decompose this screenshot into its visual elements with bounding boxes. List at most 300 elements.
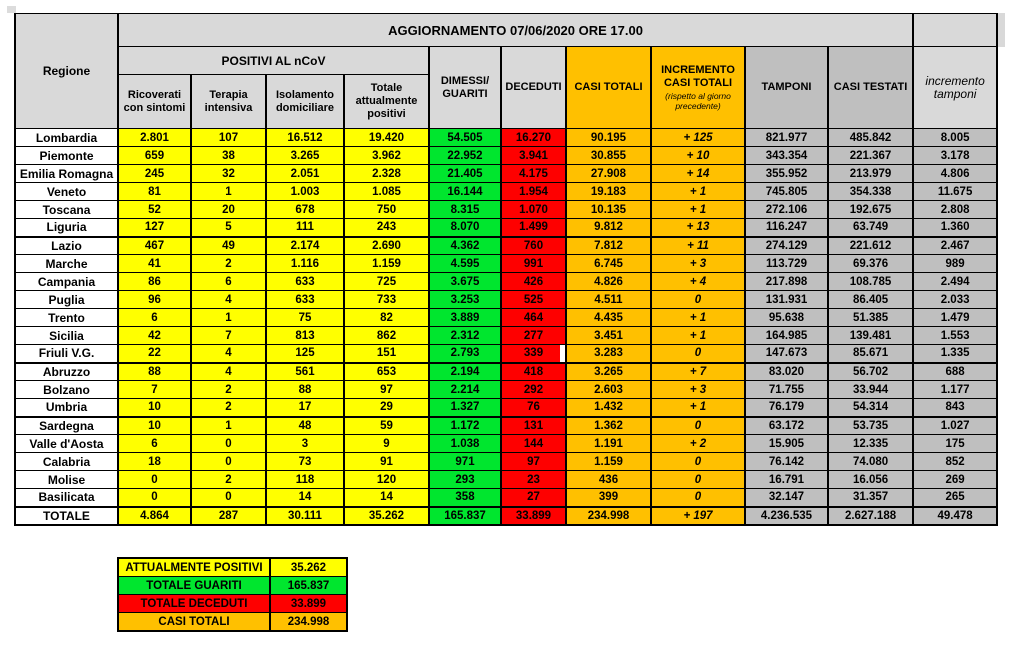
incremento-tamponi-cell: 8.005 xyxy=(913,129,997,147)
casi-totali-cell: 7.812 xyxy=(566,237,651,255)
table-row xyxy=(15,309,997,327)
table-row xyxy=(15,435,997,453)
column-group-positivi: POSITIVI AL nCoV xyxy=(118,47,429,75)
tamponi-cell: 116.247 xyxy=(745,219,828,237)
ricoverati-cell: 81 xyxy=(118,183,191,201)
casi-totali-cell: 3.283 xyxy=(566,345,651,363)
region-cell: Basilicata xyxy=(15,489,118,507)
deceduti-cell: 76 xyxy=(501,399,566,417)
deceduti-cell: 464 xyxy=(501,309,566,327)
region-cell: Emilia Romagna xyxy=(15,165,118,183)
dimessi-guariti-cell: 293 xyxy=(429,471,501,489)
tamponi-cell: 76.142 xyxy=(745,453,828,471)
dimessi-guariti-cell: 4.595 xyxy=(429,255,501,273)
casi-testati-cell: 2.627.188 xyxy=(828,507,913,525)
table-row xyxy=(15,345,997,363)
incremento-casi-cell: 0 xyxy=(651,291,745,309)
region-cell: Campania xyxy=(15,273,118,291)
ricoverati-cell: 10 xyxy=(118,417,191,435)
incremento-tamponi-cell: 852 xyxy=(913,453,997,471)
table-row xyxy=(15,471,997,489)
dimessi-guariti-cell: 3.253 xyxy=(429,291,501,309)
incremento-casi-cell: 0 xyxy=(651,345,745,363)
dimessi-guariti-cell: 4.362 xyxy=(429,237,501,255)
table-row xyxy=(15,219,997,237)
casi-testati-cell: 139.481 xyxy=(828,327,913,345)
tamponi-cell: 63.172 xyxy=(745,417,828,435)
incremento-tamponi-cell: 1.479 xyxy=(913,309,997,327)
ricoverati-cell: 2.801 xyxy=(118,129,191,147)
incremento-casi-cell: + 3 xyxy=(651,381,745,399)
casi-testati-cell: 51.385 xyxy=(828,309,913,327)
casi-totali-cell: 3.451 xyxy=(566,327,651,345)
deceduti-cell: 144 xyxy=(501,435,566,453)
casi-totali-cell: 10.135 xyxy=(566,201,651,219)
isolamento-cell: 1.003 xyxy=(266,183,344,201)
incremento-casi-cell: + 14 xyxy=(651,165,745,183)
column-header-isolamento: Isolamento domiciliare xyxy=(266,75,344,129)
isolamento-cell: 2.174 xyxy=(266,237,344,255)
terapia-intensiva-cell: 20 xyxy=(191,201,266,219)
ricoverati-cell: 659 xyxy=(118,147,191,165)
region-cell: Veneto xyxy=(15,183,118,201)
region-cell: Marche xyxy=(15,255,118,273)
terapia-intensiva-cell: 0 xyxy=(191,453,266,471)
ricoverati-cell: 86 xyxy=(118,273,191,291)
totale-positivi-cell: 243 xyxy=(344,219,429,237)
region-cell: Sardegna xyxy=(15,417,118,435)
total-row xyxy=(15,507,997,525)
region-cell: TOTALE xyxy=(15,507,118,525)
casi-totali-cell: 30.855 xyxy=(566,147,651,165)
ricoverati-cell: 42 xyxy=(118,327,191,345)
dimessi-guariti-cell: 971 xyxy=(429,453,501,471)
isolamento-cell: 111 xyxy=(266,219,344,237)
summary-row xyxy=(118,613,347,632)
region-cell: Trento xyxy=(15,309,118,327)
casi-testati-cell: 192.675 xyxy=(828,201,913,219)
totale-positivi-cell: 2.328 xyxy=(344,165,429,183)
table-row xyxy=(15,183,997,201)
totale-positivi-cell: 862 xyxy=(344,327,429,345)
incremento-casi-cell: 0 xyxy=(651,471,745,489)
table-row xyxy=(15,237,997,255)
casi-testati-cell: 63.749 xyxy=(828,219,913,237)
casi-totali-cell: 9.812 xyxy=(566,219,651,237)
ricoverati-cell: 6 xyxy=(118,309,191,327)
deceduti-cell: 27 xyxy=(501,489,566,507)
summary-row xyxy=(118,595,347,613)
terapia-intensiva-cell: 4 xyxy=(191,363,266,381)
totale-positivi-cell: 3.962 xyxy=(344,147,429,165)
deceduti-cell: 418 xyxy=(501,363,566,381)
dimessi-guariti-cell: 3.889 xyxy=(429,309,501,327)
casi-testati-cell: 53.735 xyxy=(828,417,913,435)
summary-label: CASI TOTALI xyxy=(118,613,270,632)
incremento-tamponi-cell: 1.027 xyxy=(913,417,997,435)
totale-positivi-cell: 653 xyxy=(344,363,429,381)
casi-totali-cell: 234.998 xyxy=(566,507,651,525)
incremento-casi-cell: + 10 xyxy=(651,147,745,165)
deceduti-cell: 991 xyxy=(501,255,566,273)
isolamento-cell: 678 xyxy=(266,201,344,219)
incremento-tamponi-cell: 1.360 xyxy=(913,219,997,237)
column-header-totale-positivi: Totale attualmente positivi xyxy=(344,75,429,129)
casi-testati-cell: 354.338 xyxy=(828,183,913,201)
tamponi-cell: 274.129 xyxy=(745,237,828,255)
terapia-intensiva-cell: 1 xyxy=(191,183,266,201)
table-row xyxy=(15,399,997,417)
casi-totali-cell: 2.603 xyxy=(566,381,651,399)
summary-label: TOTALE DECEDUTI xyxy=(118,595,270,613)
terapia-intensiva-cell: 1 xyxy=(191,417,266,435)
banner-empty-cell xyxy=(913,14,997,47)
totale-positivi-cell: 91 xyxy=(344,453,429,471)
deceduti-cell: 131 xyxy=(501,417,566,435)
incremento-tamponi-cell: 175 xyxy=(913,435,997,453)
casi-testati-cell: 69.376 xyxy=(828,255,913,273)
casi-testati-cell: 33.944 xyxy=(828,381,913,399)
tamponi-cell: 95.638 xyxy=(745,309,828,327)
terapia-intensiva-cell: 107 xyxy=(191,129,266,147)
region-cell: Lombardia xyxy=(15,129,118,147)
ricoverati-cell: 4.864 xyxy=(118,507,191,525)
terapia-intensiva-cell: 2 xyxy=(191,399,266,417)
dimessi-guariti-cell: 16.144 xyxy=(429,183,501,201)
summary-row xyxy=(118,577,347,595)
dimessi-guariti-cell: 8.315 xyxy=(429,201,501,219)
ricoverati-cell: 6 xyxy=(118,435,191,453)
update-banner: AGGIORNAMENTO 07/06/2020 ORE 17.00 xyxy=(118,14,913,47)
casi-totali-cell: 27.908 xyxy=(566,165,651,183)
casi-totali-cell: 1.191 xyxy=(566,435,651,453)
casi-testati-cell: 16.056 xyxy=(828,471,913,489)
casi-totali-cell: 6.745 xyxy=(566,255,651,273)
column-header-casi-testati: CASI TESTATI xyxy=(828,47,913,129)
column-header-ricoverati: Ricoverati con sintomi xyxy=(118,75,191,129)
totale-positivi-cell: 1.159 xyxy=(344,255,429,273)
column-header-incremento-casi xyxy=(651,47,745,129)
isolamento-cell: 14 xyxy=(266,489,344,507)
tamponi-cell: 83.020 xyxy=(745,363,828,381)
ricoverati-cell: 0 xyxy=(118,471,191,489)
ricoverati-cell: 22 xyxy=(118,345,191,363)
incremento-casi-cell: + 11 xyxy=(651,237,745,255)
incremento-casi-cell: + 1 xyxy=(651,399,745,417)
incremento-casi-cell: + 2 xyxy=(651,435,745,453)
casi-testati-cell: 85.671 xyxy=(828,345,913,363)
region-cell: Abruzzo xyxy=(15,363,118,381)
tamponi-cell: 113.729 xyxy=(745,255,828,273)
terapia-intensiva-cell: 0 xyxy=(191,435,266,453)
terapia-intensiva-cell: 6 xyxy=(191,273,266,291)
incremento-tamponi-cell: 989 xyxy=(913,255,997,273)
totale-positivi-cell: 1.085 xyxy=(344,183,429,201)
incremento-tamponi-cell: 269 xyxy=(913,471,997,489)
ricoverati-cell: 88 xyxy=(118,363,191,381)
totale-positivi-cell: 35.262 xyxy=(344,507,429,525)
ricoverati-cell: 127 xyxy=(118,219,191,237)
isolamento-cell: 633 xyxy=(266,273,344,291)
region-cell: Friuli V.G. xyxy=(15,345,118,363)
casi-testati-cell: 213.979 xyxy=(828,165,913,183)
isolamento-cell: 3 xyxy=(266,435,344,453)
incremento-casi-cell: + 125 xyxy=(651,129,745,147)
table-row xyxy=(15,165,997,183)
incremento-tamponi-cell: 688 xyxy=(913,363,997,381)
incremento-casi-cell: + 4 xyxy=(651,273,745,291)
ricoverati-cell: 41 xyxy=(118,255,191,273)
casi-totali-cell: 90.195 xyxy=(566,129,651,147)
incremento-casi-cell: + 7 xyxy=(651,363,745,381)
isolamento-cell: 17 xyxy=(266,399,344,417)
deceduti-cell: 16.270 xyxy=(501,129,566,147)
table-row xyxy=(15,453,997,471)
isolamento-cell: 16.512 xyxy=(266,129,344,147)
incremento-casi-cell: + 1 xyxy=(651,327,745,345)
isolamento-cell: 813 xyxy=(266,327,344,345)
isolamento-cell: 30.111 xyxy=(266,507,344,525)
table-row xyxy=(15,273,997,291)
incremento-tamponi-cell: 3.178 xyxy=(913,147,997,165)
region-cell: Sicilia xyxy=(15,327,118,345)
isolamento-cell: 118 xyxy=(266,471,344,489)
terapia-intensiva-cell: 4 xyxy=(191,291,266,309)
incremento-casi-cell: + 3 xyxy=(651,255,745,273)
terapia-intensiva-cell: 1 xyxy=(191,309,266,327)
deceduti-cell: 277 xyxy=(501,327,566,345)
incremento-casi-note: (rispetto al giorno precedente) xyxy=(665,91,731,111)
tamponi-cell: 76.179 xyxy=(745,399,828,417)
tamponi-cell: 15.905 xyxy=(745,435,828,453)
table-row xyxy=(15,489,997,507)
dimessi-guariti-cell: 8.070 xyxy=(429,219,501,237)
incremento-casi-cell: 0 xyxy=(651,453,745,471)
deceduti-cell: 1.070 xyxy=(501,201,566,219)
banner-row xyxy=(15,14,997,47)
casi-totali-cell: 4.511 xyxy=(566,291,651,309)
column-header-tamponi: TAMPONI xyxy=(745,47,828,129)
totale-positivi-cell: 151 xyxy=(344,345,429,363)
deceduti-cell: 33.899 xyxy=(501,507,566,525)
casi-testati-cell: 485.842 xyxy=(828,129,913,147)
dimessi-guariti-cell: 3.675 xyxy=(429,273,501,291)
region-cell: Lazio xyxy=(15,237,118,255)
incremento-tamponi-cell: 11.675 xyxy=(913,183,997,201)
casi-testati-cell: 12.335 xyxy=(828,435,913,453)
summary-value: 165.837 xyxy=(270,577,347,595)
region-cell: Umbria xyxy=(15,399,118,417)
summary-body xyxy=(118,558,347,631)
tamponi-cell: 355.952 xyxy=(745,165,828,183)
summary-value: 35.262 xyxy=(270,558,347,577)
incremento-tamponi-cell: 843 xyxy=(913,399,997,417)
ricoverati-cell: 18 xyxy=(118,453,191,471)
incremento-casi-cell: + 1 xyxy=(651,309,745,327)
totale-positivi-cell: 120 xyxy=(344,471,429,489)
isolamento-cell: 561 xyxy=(266,363,344,381)
ricoverati-cell: 10 xyxy=(118,399,191,417)
casi-testati-cell: 54.314 xyxy=(828,399,913,417)
incremento-tamponi-cell: 1.553 xyxy=(913,327,997,345)
summary-row xyxy=(118,558,347,577)
isolamento-cell: 48 xyxy=(266,417,344,435)
terapia-intensiva-cell: 2 xyxy=(191,471,266,489)
deceduti-cell: 4.175 xyxy=(501,165,566,183)
dimessi-guariti-cell: 1.038 xyxy=(429,435,501,453)
totale-positivi-cell: 2.690 xyxy=(344,237,429,255)
summary-label: ATTUALMENTE POSITIVI xyxy=(118,558,270,577)
deceduti-cell: 292 xyxy=(501,381,566,399)
totale-positivi-cell: 19.420 xyxy=(344,129,429,147)
casi-testati-cell: 74.080 xyxy=(828,453,913,471)
tamponi-cell: 71.755 xyxy=(745,381,828,399)
summary-value: 33.899 xyxy=(270,595,347,613)
terapia-intensiva-cell: 2 xyxy=(191,381,266,399)
region-cell: Piemonte xyxy=(15,147,118,165)
casi-totali-cell: 19.183 xyxy=(566,183,651,201)
terapia-intensiva-cell: 7 xyxy=(191,327,266,345)
dimessi-guariti-cell: 2.214 xyxy=(429,381,501,399)
incremento-casi-cell: + 13 xyxy=(651,219,745,237)
ricoverati-cell: 245 xyxy=(118,165,191,183)
dimessi-guariti-cell: 358 xyxy=(429,489,501,507)
totale-positivi-cell: 97 xyxy=(344,381,429,399)
region-cell: Molise xyxy=(15,471,118,489)
isolamento-cell: 125 xyxy=(266,345,344,363)
isolamento-cell: 73 xyxy=(266,453,344,471)
incremento-casi-cell: + 1 xyxy=(651,183,745,201)
terapia-intensiva-cell: 287 xyxy=(191,507,266,525)
incremento-casi-cell: + 197 xyxy=(651,507,745,525)
terapia-intensiva-cell: 38 xyxy=(191,147,266,165)
incremento-casi-title: INCREMENTO CASI TOTALI xyxy=(661,64,735,89)
tamponi-cell: 745.805 xyxy=(745,183,828,201)
deceduti-cell: 525 xyxy=(501,291,566,309)
isolamento-cell: 2.051 xyxy=(266,165,344,183)
dimessi-guariti-cell: 2.194 xyxy=(429,363,501,381)
summary-value: 234.998 xyxy=(270,613,347,632)
table-row xyxy=(15,291,997,309)
isolamento-cell: 1.116 xyxy=(266,255,344,273)
incremento-tamponi-cell: 1.177 xyxy=(913,381,997,399)
isolamento-cell: 75 xyxy=(266,309,344,327)
group-header-row xyxy=(15,47,997,75)
totale-positivi-cell: 725 xyxy=(344,273,429,291)
deceduti-cell: 97 xyxy=(501,453,566,471)
casi-totali-cell: 436 xyxy=(566,471,651,489)
totale-positivi-cell: 9 xyxy=(344,435,429,453)
dimessi-guariti-cell: 1.172 xyxy=(429,417,501,435)
deceduti-cell: 760 xyxy=(501,237,566,255)
region-cell: Puglia xyxy=(15,291,118,309)
tamponi-cell: 16.791 xyxy=(745,471,828,489)
deceduti-cell: 339 xyxy=(501,345,566,363)
casi-totali-cell: 1.159 xyxy=(566,453,651,471)
region-cell: Toscana xyxy=(15,201,118,219)
summary-label: TOTALE GUARITI xyxy=(118,577,270,595)
dimessi-guariti-cell: 165.837 xyxy=(429,507,501,525)
dimessi-guariti-cell: 1.327 xyxy=(429,399,501,417)
dimessi-guariti-cell: 21.405 xyxy=(429,165,501,183)
ricoverati-cell: 7 xyxy=(118,381,191,399)
deceduti-cell: 3.941 xyxy=(501,147,566,165)
table-row xyxy=(15,255,997,273)
table-row xyxy=(15,417,997,435)
tamponi-cell: 821.977 xyxy=(745,129,828,147)
tamponi-cell: 217.898 xyxy=(745,273,828,291)
casi-totali-cell: 4.826 xyxy=(566,273,651,291)
casi-totali-cell: 4.435 xyxy=(566,309,651,327)
tamponi-cell: 164.985 xyxy=(745,327,828,345)
region-cell: Calabria xyxy=(15,453,118,471)
terapia-intensiva-cell: 32 xyxy=(191,165,266,183)
ricoverati-cell: 52 xyxy=(118,201,191,219)
casi-totali-cell: 3.265 xyxy=(566,363,651,381)
casi-testati-cell: 221.367 xyxy=(828,147,913,165)
incremento-casi-cell: + 1 xyxy=(651,201,745,219)
incremento-casi-cell: 0 xyxy=(651,417,745,435)
incremento-tamponi-cell: 2.033 xyxy=(913,291,997,309)
ricoverati-cell: 96 xyxy=(118,291,191,309)
incremento-tamponi-cell: 2.494 xyxy=(913,273,997,291)
column-header-regione: Regione xyxy=(15,14,118,129)
incremento-tamponi-cell: 4.806 xyxy=(913,165,997,183)
column-header-casi-totali: CASI TOTALI xyxy=(566,47,651,129)
casi-testati-cell: 108.785 xyxy=(828,273,913,291)
terapia-intensiva-cell: 49 xyxy=(191,237,266,255)
isolamento-cell: 88 xyxy=(266,381,344,399)
isolamento-cell: 633 xyxy=(266,291,344,309)
table-row xyxy=(15,363,997,381)
column-header-terapia-intensiva: Terapia intensiva xyxy=(191,75,266,129)
incremento-casi-cell: 0 xyxy=(651,489,745,507)
totale-positivi-cell: 14 xyxy=(344,489,429,507)
table-row xyxy=(15,129,997,147)
deceduti-cell: 23 xyxy=(501,471,566,489)
deceduti-cell: 1.499 xyxy=(501,219,566,237)
isolamento-cell: 3.265 xyxy=(266,147,344,165)
table-row xyxy=(15,327,997,345)
casi-totali-cell: 399 xyxy=(566,489,651,507)
casi-testati-cell: 31.357 xyxy=(828,489,913,507)
dimessi-guariti-cell: 2.793 xyxy=(429,345,501,363)
dimessi-guariti-cell: 2.312 xyxy=(429,327,501,345)
table-body xyxy=(15,129,997,525)
incremento-tamponi-cell: 1.335 xyxy=(913,345,997,363)
totale-positivi-cell: 733 xyxy=(344,291,429,309)
tamponi-cell: 32.147 xyxy=(745,489,828,507)
tamponi-cell: 272.106 xyxy=(745,201,828,219)
tamponi-cell: 343.354 xyxy=(745,147,828,165)
casi-testati-cell: 86.405 xyxy=(828,291,913,309)
covid-regions-table xyxy=(14,13,998,526)
column-header-incremento-tamponi: incremento tamponi xyxy=(913,47,997,129)
region-cell: Bolzano xyxy=(15,381,118,399)
tamponi-cell: 147.673 xyxy=(745,345,828,363)
terapia-intensiva-cell: 0 xyxy=(191,489,266,507)
deceduti-cell: 1.954 xyxy=(501,183,566,201)
corner-artifact xyxy=(7,6,16,13)
incremento-tamponi-cell: 265 xyxy=(913,489,997,507)
totale-positivi-cell: 29 xyxy=(344,399,429,417)
summary-table xyxy=(117,557,348,632)
incremento-tamponi-cell: 2.467 xyxy=(913,237,997,255)
casi-testati-cell: 221.612 xyxy=(828,237,913,255)
terapia-intensiva-cell: 5 xyxy=(191,219,266,237)
totale-positivi-cell: 59 xyxy=(344,417,429,435)
ricoverati-cell: 467 xyxy=(118,237,191,255)
